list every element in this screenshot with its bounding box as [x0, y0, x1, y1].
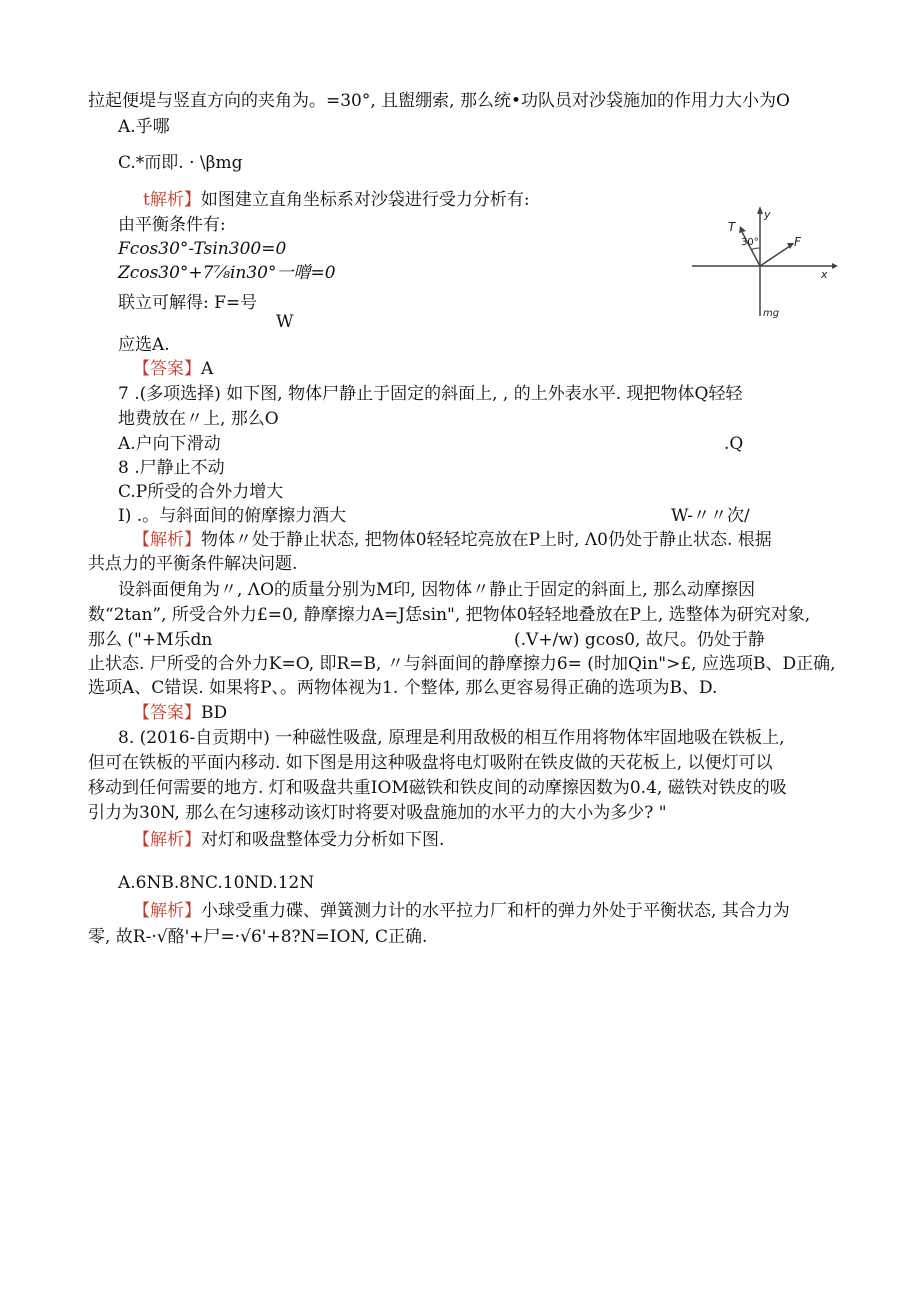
answer-7	[133, 702, 227, 724]
label-t: T	[728, 220, 736, 234]
analysis-7-line-6: 止状态. 尸所受的合外力K=O, 即R=B, 〃与斜面间的静摩擦力6= (时加Qin">£, 应选项B、D正确,	[88, 654, 836, 674]
analysis-tag: t解析】	[143, 190, 201, 210]
option-7d: I) .。与斜面间的俯摩擦力酒大	[118, 506, 347, 526]
option-7b: 8 .尸静止不动	[118, 458, 225, 478]
option-c: C.*而即. · \βmg	[118, 153, 243, 173]
analysis-7-line-5-right: (.V+/w) gcos0, 故尺。仍处于静	[514, 630, 765, 650]
equilibrium-intro: 由平衡条件有:	[118, 215, 226, 235]
solution-denominator: W	[276, 312, 294, 332]
answer-tag: 【答案】	[133, 359, 201, 379]
solution-line: 联立可解得: F=号	[118, 293, 258, 313]
analysis-7-line-1	[133, 529, 772, 551]
answer-7-tag: 【答案】	[133, 703, 201, 723]
option-a: A.乎哪	[118, 117, 170, 137]
question-7-line-1: 7 .(多项选择) 如下图, 物体尸静止于固定的斜面上, , 的上外表水平. 现把物体Q轻轻	[118, 384, 743, 404]
answer-value: A	[201, 359, 214, 379]
force-diagram	[690, 198, 840, 323]
x-axis-arrow	[832, 263, 838, 269]
option-7a: A.户向下滑动	[118, 434, 221, 454]
question-8-line-4: 引力为30N, 那么在匀速移动该灯时将要对吸盘施加的水平力的大小为多少? "	[88, 803, 667, 823]
equation-1: Fcos30°-Tsin300=0	[118, 239, 287, 259]
question-8-line-2: 但可在铁板的平面内移动. 如下图是用这种吸盘将电灯吸附在铁皮做的天花板上, 以便灯可以	[88, 753, 773, 773]
text-line-1: 拉起便堤与竖直方向的夹角为。=30°, 且盥绷索, 那么统•功队员对沙袋施加的作用力大小为O	[88, 91, 790, 111]
analysis-9-tag: 【解析】	[133, 901, 201, 921]
analysis-7-line-2: 共点力的平衡条件解决问题.	[88, 554, 298, 574]
tension-arrow	[739, 226, 746, 233]
analysis-7-line-4: 数“2tan”, 所受合外力£=0, 静摩擦力A=J恁sin", 把物体0轻轻地叠放在P上, 选整体为研究对象,	[88, 605, 811, 625]
answer-line-1	[133, 358, 213, 380]
label-y: y	[764, 208, 771, 221]
analysis-line-1	[143, 189, 530, 211]
options-9: A.6NB.8NC.10ND.12N	[118, 873, 315, 893]
label-f: F	[794, 235, 801, 249]
analysis-9-text: 小球受重力碟、弹簧测力计的水平拉力厂和杆的弹力外处于平衡状态, 其合力为	[201, 901, 790, 921]
analysis-text: 如图建立直角坐标系对沙袋进行受力分析有:	[200, 190, 530, 210]
y-axis-arrow	[757, 206, 763, 214]
analysis-7-text: 物体〃处于静止状态, 把物体0轻轻坨亮放在P上时, Λ0仍处于静止状态. 根据	[201, 530, 772, 550]
analysis-7-line-5: 那么 ("+M乐dn	[88, 630, 213, 650]
analysis-9-line-2: 零, 故R-·√酪'+尸=·√6'+8?N=ION, C正确.	[88, 927, 428, 947]
analysis-7-line-3: 设斜面便角为〃, ΛO的质量分别为M印, 因物体〃静止于固定的斜面上, 那么动摩擦因	[118, 580, 756, 600]
analysis-8-text: 对灯和吸盘整体受力分析如下图.	[201, 830, 445, 850]
label-angle: 30°	[741, 237, 759, 248]
angle-arc	[751, 248, 760, 250]
analysis-9-line-1	[133, 900, 790, 922]
figure-label-q: .Q	[724, 434, 744, 454]
label-x: x	[821, 268, 828, 281]
analysis-7-line-7: 选项A、C错误. 如果将P、。两物体视为1. 个整体, 那么更容易得正确的选项为B、D.	[88, 678, 718, 698]
label-mg: mg	[763, 308, 780, 319]
analysis-8-tag: 【解析】	[133, 830, 201, 850]
choice-line: 应选A.	[118, 335, 170, 355]
force-vector	[760, 246, 790, 266]
equation-2: Zcos30°+7⅞in30°一噌=0	[118, 263, 336, 283]
figure-label-w: W-〃〃次/	[671, 506, 750, 526]
question-8-line-1: 8. (2016-自贡期中) 一种磁性吸盘, 原理是利用敌极的相互作用将物体牢固地吸在铁板上,	[118, 728, 785, 748]
question-7-line-2: 地费放在〃上, 那么O	[118, 409, 279, 429]
option-7c: C.P所受的合外力增大	[118, 482, 284, 502]
analysis-8	[133, 829, 444, 851]
analysis-7-tag: 【解析】	[133, 530, 201, 550]
answer-7-value: BD	[201, 703, 228, 723]
question-8-line-3: 移动到任何需要的地方. 灯和吸盘共重IOM磁铁和铁皮间的动摩擦因数为0.4, 磁铁对铁皮的吸	[88, 778, 787, 798]
